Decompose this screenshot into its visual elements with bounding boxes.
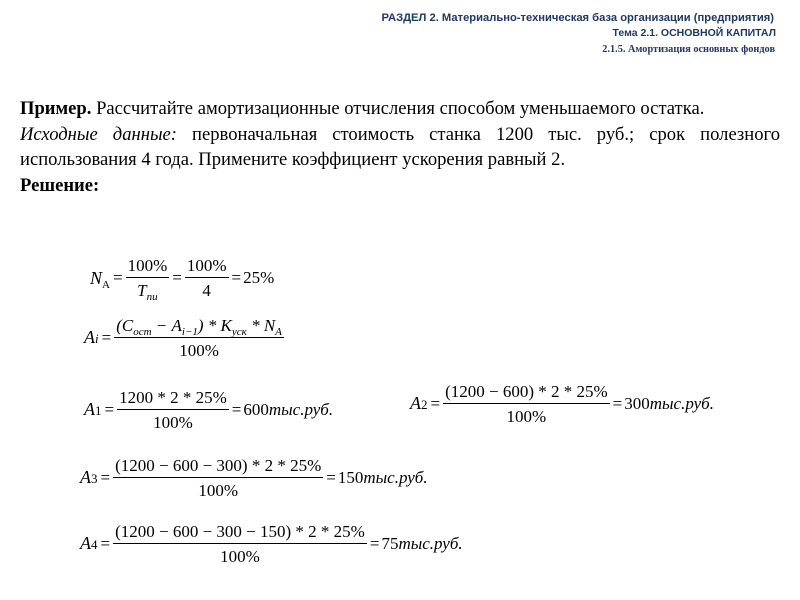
example-text: Рассчитайте амортизационные отчисления способом уменьшаемого остатка. [91, 98, 705, 119]
given-label: Исходные данные: [20, 123, 177, 145]
subtopic-title: 2.1.5. Амортизация основных фондов [602, 44, 775, 55]
given-text: первоначальная стоимость станка 1200 тыс. руб.; срок полезного использования 4 года. Примените коэффициент ускорения равный 2. [20, 123, 780, 170]
problem-statement [20, 96, 780, 198]
ai-numerator: $(C_{ост} - A_{i-1}) * K_{уск} * N_A$ [116, 316, 282, 338]
section-title: РАЗДЕЛ 2. Материально-техническая база организации (предприятия) [381, 12, 774, 24]
solution-label: Решение: [20, 174, 100, 196]
example-label: Пример. [20, 98, 92, 119]
formula-a3: A3 = $\frac{(1200 - 600 - 300) * 2 * 25\%}{100\%}$ = 150тыс.руб. [80, 456, 428, 500]
ai-lhs: Ai [84, 327, 99, 347]
ai-fraction: $\frac{(C_{ост} - A_{i-1}) * K_{уск} * N_A}{100\%}$ [116, 316, 282, 360]
formula-depreciation-rate: $N_A$ = $\frac{100\%}{T_{пи}}$ = $\frac{100\%}{4}$ = 25% [90, 256, 275, 303]
na-fraction-2: $\frac{100\%}{4}$ [186, 256, 227, 300]
na-lhs: $N_A$ [90, 267, 110, 291]
given-paragraph [20, 122, 780, 173]
na-result: 25% [243, 268, 275, 287]
formula-a4: A4 = $\frac{(1200 - 600 - 300 - 150) * 2 * 25\%}{100\%}$ = 75тыс.руб. [80, 522, 463, 566]
example-paragraph [20, 96, 780, 122]
topic-title: Тема 2.1. ОСНОВНОЙ КАПИТАЛ [612, 27, 776, 39]
formula-a1: A1 = $\frac{1200 * 2 * 25\%}{100\%}$ = 600тыс.руб. [84, 388, 334, 432]
formula-general-depreciation: Ai = $\frac{(C_{ост} - A_{i-1}) * K_{уск} * N_A}{100\%}$ [84, 316, 282, 360]
slide-header [382, 11, 774, 58]
formula-a2: A2 = $\frac{(1200 - 600) * 2 * 25\%}{100\%}$ = 300тыс.руб. [410, 382, 714, 426]
na-fraction-1: $\frac{100\%}{T_{пи}}$ [127, 256, 168, 303]
